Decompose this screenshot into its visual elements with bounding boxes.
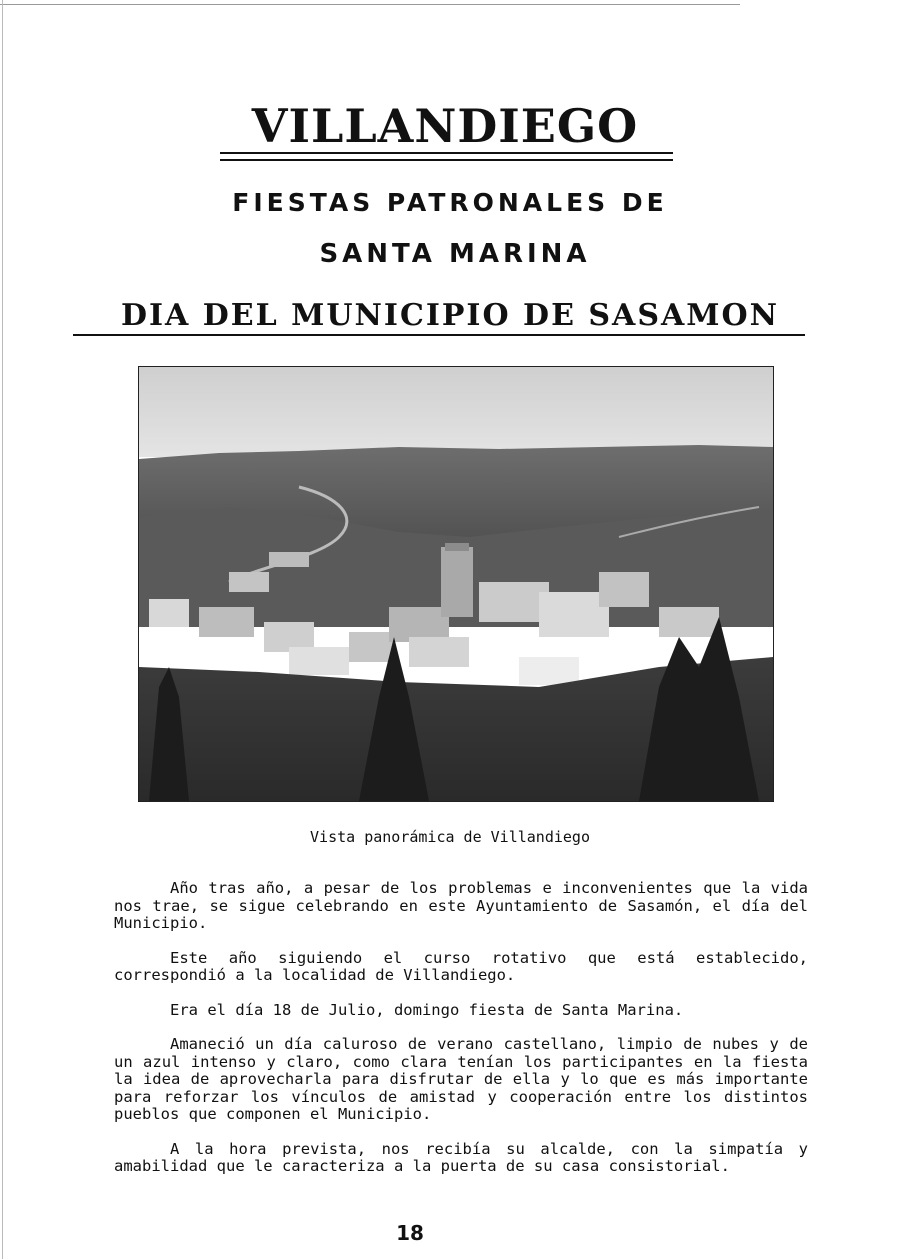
- title-underline-top: [220, 152, 673, 154]
- paragraph: Este año siguiendo el curso rotativo que está establecido, correspondió a la localidad de Villandiego.: [114, 948, 808, 984]
- photo-caption: Vista panorámica de Villandiego: [310, 828, 590, 846]
- subtitle-santa-marina: SANTA MARINA: [319, 239, 591, 269]
- paragraph: Año tras año, a pesar de los problemas e inconvenientes que la vida nos trae, se sigue celebrando en este Ayuntamiento de Sasamón, el día del Municipio.: [114, 879, 808, 932]
- article-body: [114, 880, 808, 1193]
- subtitle-dia-municipio: DIA DEL MUNICIPIO DE SASAMON: [120, 298, 780, 333]
- page-number: 18: [396, 1221, 424, 1245]
- photo-sky: [139, 367, 773, 457]
- title-underline-bottom: [220, 159, 673, 161]
- paragraph: Amaneció un día caluroso de verano castellano, limpio de nubes y de un azul intenso y claro, como clara tenían los participantes en la fiesta la idea de aprovecharla para disfrutar de ella y lo que es más importante para reforzar los vínculos de amistad y cooperación entre los distintos pueblos que componen el Municipio.: [114, 1035, 808, 1123]
- paragraph: Era el día 18 de Julio, domingo fiesta de Santa Marina.: [170, 1000, 684, 1019]
- subtitle-fiestas: FIESTAS PATRONALES DE: [232, 188, 668, 217]
- subtitle-underline: [73, 334, 805, 336]
- paragraph: A la hora prevista, nos recibía su alcalde, con la simpatía y amabilidad que le caracteriza a la puerta de su casa consistorial.: [114, 1139, 808, 1175]
- page-left-edge: [2, 0, 3, 1259]
- village-panorama-photo: [138, 366, 774, 802]
- page-top-edge: [0, 4, 740, 5]
- page-title: VILLANDIEGO: [251, 99, 639, 153]
